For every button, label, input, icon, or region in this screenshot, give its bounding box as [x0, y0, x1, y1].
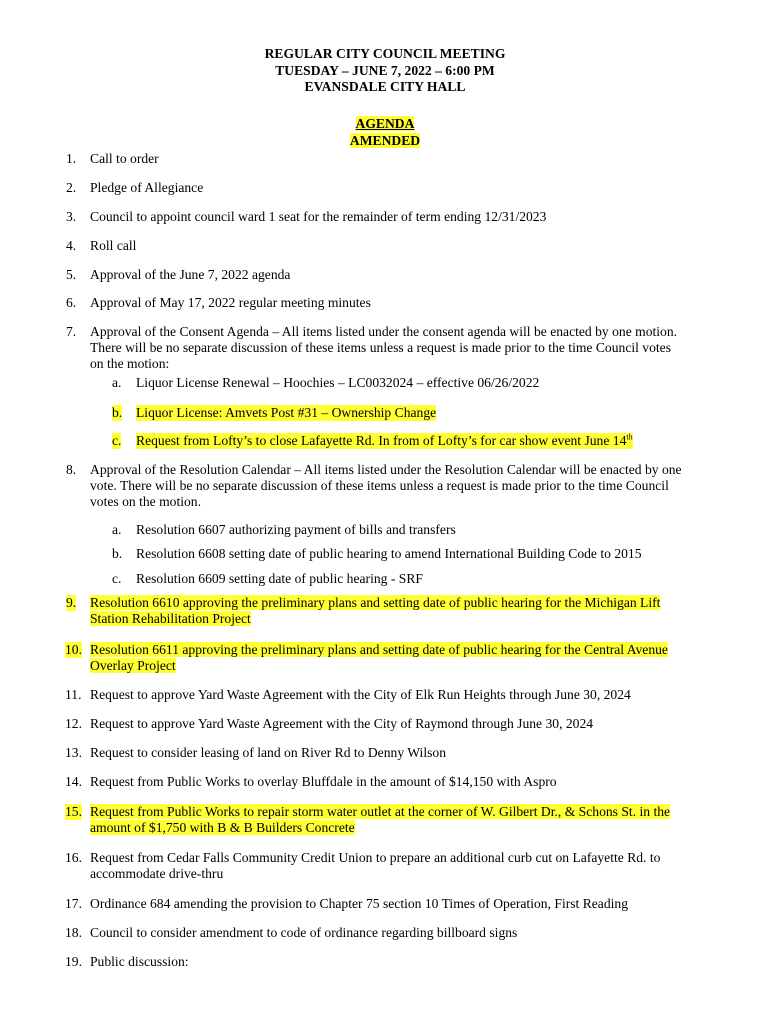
meeting-location: EVANSDALE CITY HALL	[304, 79, 466, 94]
meeting-date: TUESDAY – JUNE 7, 2022 – 6:00 PM	[275, 62, 495, 78]
amended-label: AMENDED	[349, 133, 421, 148]
meeting-title: REGULAR CITY COUNCIL MEETING	[264, 46, 506, 61]
agenda-item: 9. Resolution 6610 approving the preliminary plans and setting date of public hearing for the Michigan Lift Station Rehabilitation Project	[66, 595, 661, 626]
meeting-header	[0, 46, 770, 96]
agenda-item: 16. Request from Cedar Falls Community Credit Union to prepare an additional curb cut on Lafayette Rd. to accommodate drive-thru	[65, 850, 661, 881]
agenda-item-resolution-calendar: 8. Approval of the Resolution Calendar – All items listed under the Resolution Calendar will be enacted by one vote. There will be no separate discussion of these items unless a request is made prior to the time Council votes on the motion.	[66, 462, 682, 509]
agenda-heading	[0, 115, 770, 149]
agenda-item: 15. Request from Public Works to repair storm water outlet at the corner of W. Gilbert Dr., & Schons St. in the amount of $1,750 with B & B Builders Concrete	[65, 804, 671, 835]
agenda-title: AGENDA	[355, 116, 415, 131]
agenda-item-consent: 7. Approval of the Consent Agenda – All items listed under the consent agenda will be enacted by one motion. There will be no separate discussion of these items unless a request is made prior to the time Council votes on the motion:	[66, 324, 678, 371]
agenda-item: 10. Resolution 6611 approving the preliminary plans and setting date of public hearing for the Central Avenue Overlay Project	[65, 642, 668, 673]
